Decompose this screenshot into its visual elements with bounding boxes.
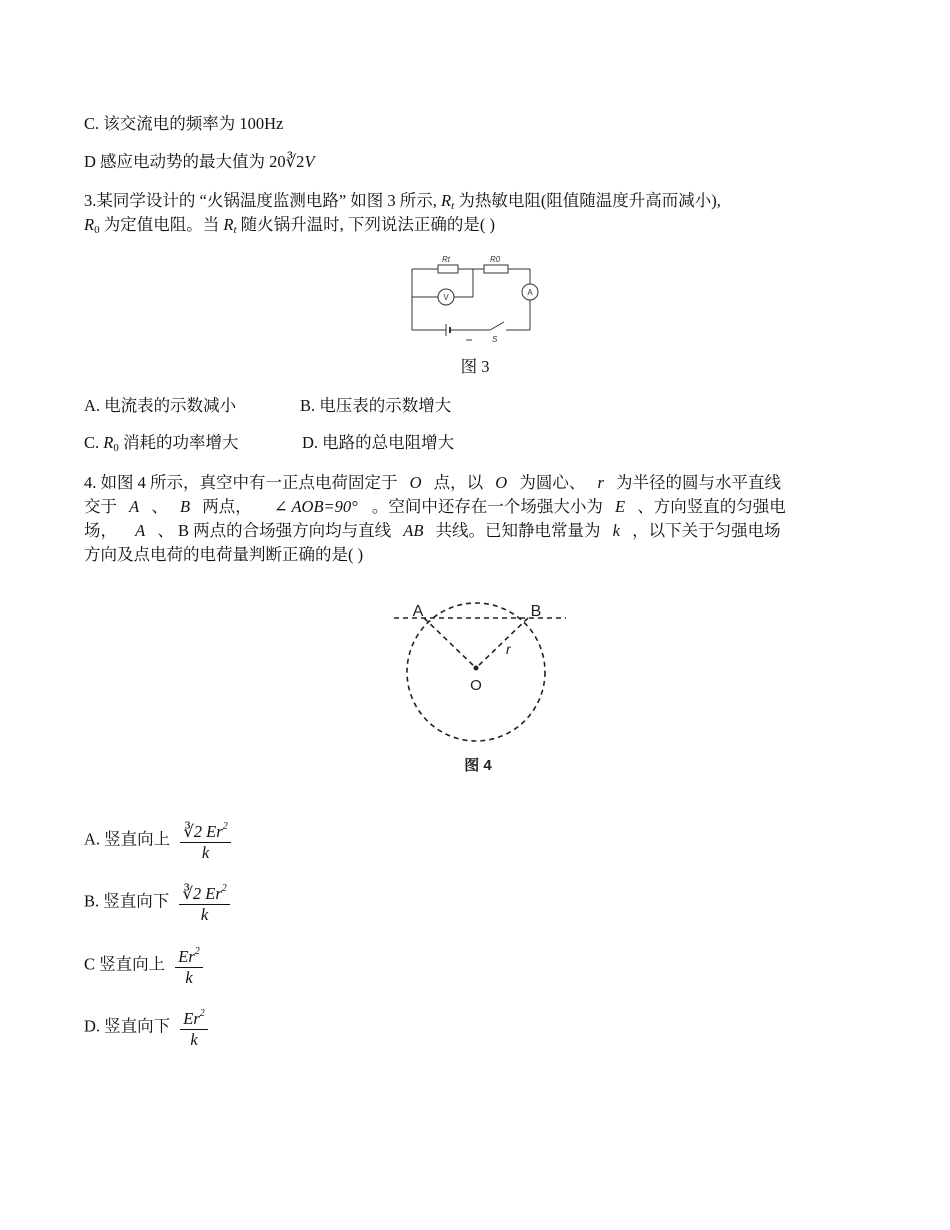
- radius-label: r: [506, 641, 511, 657]
- radius-oa: [424, 618, 476, 668]
- q3-stem-line1: 3.某同学设计的 “火锅温度监测电路” 如图 3 所示, $R_t$ 为热敏电阻(阻值随温度升高而减小),: [84, 191, 721, 212]
- switch-icon: [490, 322, 504, 330]
- radius-ob: [476, 618, 528, 668]
- point-o-dot: [474, 666, 479, 671]
- voltmeter-label: V: [443, 293, 449, 302]
- ammeter-label: A: [527, 288, 533, 297]
- fraction-b: $\frac{∛2 Er^2}{k}$: [179, 880, 229, 925]
- dashed-circle: [407, 603, 545, 741]
- q4-stem-line3: 场， A 、 B 两点的合场强方向均与直线 AB 共线。已知静电常量为 k ，以下关于匀强电场: [84, 521, 781, 540]
- fraction-a: $\frac{∛2 Er^2}{k}$: [180, 818, 230, 863]
- q3-option-b: B. 电压表的示数增大: [300, 396, 452, 415]
- label-r0: R0: [490, 255, 501, 264]
- figure-4-diagram: [380, 588, 580, 778]
- thermistor-rt: [438, 265, 458, 273]
- q4-option-d: D. 竖直向下 $\frac{Er^2}{k}$: [84, 1005, 208, 1050]
- q3-stem-line2: $R_0$ 为定值电阻。当 $R_t$ 随火锅升温时, 下列说法正确的是( ): [84, 215, 495, 236]
- option-d-prev: D 感应电动势的最大值为 20∛2V: [84, 152, 315, 171]
- point-a-label: A: [412, 603, 424, 620]
- q3-option-a: A. 电流表的示数减小: [84, 396, 237, 415]
- fraction-c: $\frac{Er^2}{k}$: [175, 943, 203, 988]
- figure-3-circuit: [408, 252, 548, 344]
- option-c-prev: C. 该交流电的频率为 100Hz: [84, 114, 284, 133]
- q3-option-d: D. 电路的总电阻增大: [302, 433, 455, 452]
- label-rt: Rt: [442, 255, 450, 264]
- q3-options-row1: [84, 395, 236, 417]
- resistor-r0: [484, 265, 508, 273]
- q4-stem-line2: 交于 A 、 B 两点， ∠ AOB=90° 。空间中还存在一个场强大小为 E 、方向竖直的匀强电: [84, 497, 786, 516]
- fraction-d: $\frac{Er^2}{k}$: [180, 1005, 208, 1050]
- q4-option-b: B. 竖直向下 $\frac{∛2 Er^2}{k}$: [84, 880, 230, 925]
- q4-option-a: A. 竖直向上 $\frac{∛2 Er^2}{k}$: [84, 818, 231, 863]
- point-o-label: O: [470, 677, 482, 694]
- figure-3-caption: 图 3: [460, 357, 490, 376]
- q3-option-c: C. $R_0$ 消耗的功率增大: [84, 433, 239, 454]
- q4-stem-line4: 方向及点电荷的电荷量判断正确的是( ): [84, 545, 364, 564]
- q4-option-c: C 竖直向上 $\frac{Er^2}{k}$: [84, 943, 203, 988]
- point-b-label: B: [530, 603, 542, 620]
- q4-stem-line1: 4. 如图 4 所示，真空中有一正点电荷固定于 O 点，以 O 为圆心、 r 为半径的圆与水平直线: [84, 473, 782, 492]
- figure-4-caption: 图 4: [464, 757, 492, 774]
- switch-label: S: [492, 335, 498, 344]
